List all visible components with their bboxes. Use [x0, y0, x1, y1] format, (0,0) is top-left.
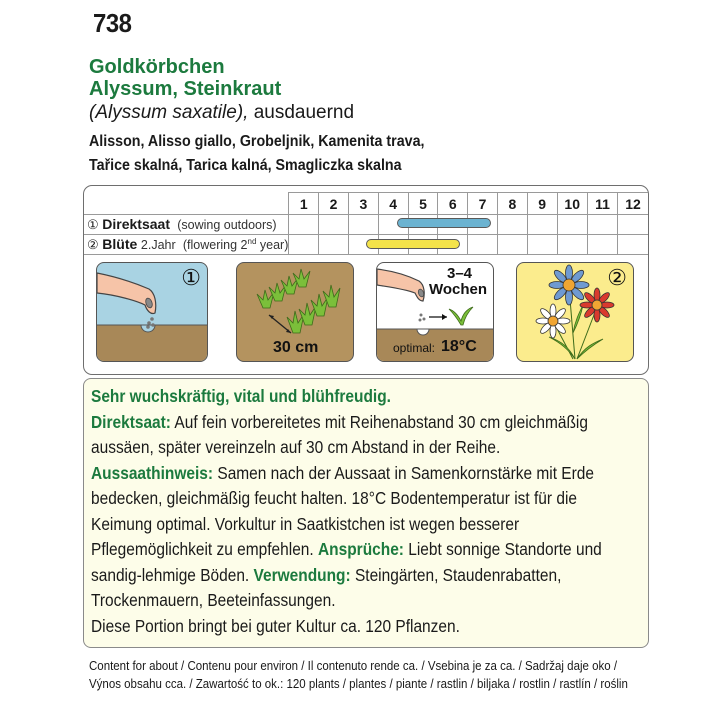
month-9: 9: [527, 193, 557, 215]
month-2: 2: [319, 193, 349, 215]
footer-line-2: Výnos obsahu cca. / Zawartość to ok.: 120 plants / plantes / piante / rastlin / biljaka / rostlin / rastlín / roślin: [89, 677, 628, 691]
content-footer: [89, 657, 628, 693]
step-1-badge-icon: ①: [181, 265, 201, 290]
germination-pictogram: [376, 262, 494, 362]
flowering-period-bar: [366, 239, 460, 249]
month-11: 11: [587, 193, 617, 215]
direktsaat-label: Direktsaat:: [91, 411, 171, 432]
ansprueche-text: Liebt sonnige Standorte und sandig-lehmige Böden.: [91, 539, 602, 585]
spacing-label: 30 cm: [273, 339, 319, 356]
row-label-sowing: [84, 215, 289, 235]
weeks-label: Wochen: [429, 281, 488, 298]
direktsaat-text: Auf fein vorbereitetes mit Reihenabstand 30 cm gleichmäßig aussäen, später vereinzeln auf 30 cm Abstand in der Reihe.: [91, 411, 588, 457]
row-translation-flowering: (flowering 2nd year): [182, 236, 289, 252]
row-label-flowering: [84, 235, 289, 255]
month-1: 1: [289, 193, 319, 215]
description-box: [83, 378, 649, 648]
month-6: 6: [438, 193, 468, 215]
calendar-row-sowing: [84, 215, 648, 235]
article-number: 738: [93, 8, 132, 38]
portion-text: Diese Portion bringt bei guter Kultur ca. 120 Pflanzen.: [91, 615, 460, 636]
aussaat-text: Samen nach der Aussaat in Samenkornstärke mit Erde bedecken, gleichmäßig feucht halten. 18°C Bodentemperatur ist für die Keimung optimal. Vorkultur in Saatkistchen ist wegen besserer Pflegemöglichkeit zu empfehlen.: [91, 462, 594, 559]
common-names-line2: Tařice skalná, Tarica kalná, Smagliczka skalna: [89, 157, 402, 174]
month-7: 7: [468, 193, 498, 215]
common-names-line1: Alisson, Alisso giallo, Grobeljnik, Kamenita trava,: [89, 133, 425, 150]
month-4: 4: [378, 193, 408, 215]
month-12: 12: [618, 193, 648, 215]
temp-label: optimal:: [393, 341, 436, 355]
aussaat-label: Aussaathinweis:: [91, 462, 214, 483]
flowering-pictogram: [516, 262, 634, 362]
sowing-pictogram: [96, 262, 208, 362]
headline: Sehr wuchskräftig, vital und blühfreudig.: [91, 386, 391, 406]
row-title-flowering: Blüte: [102, 236, 138, 252]
germination-weeks: [447, 265, 472, 282]
month-8: 8: [497, 193, 527, 215]
footer-line-1: Content for about / Contenu pour environ / Il contenuto rende ca. / Vsebina je za ca. / Sadržaj daje oko /: [89, 659, 618, 673]
latin-name-italic: (Alyssum saxatile),: [89, 102, 249, 123]
calendar-header-row: [84, 193, 648, 215]
product-subtitle: Alyssum, Steinkraut: [89, 78, 282, 100]
step-2-badge-icon: ②: [607, 265, 627, 290]
month-5: 5: [408, 193, 438, 215]
latin-suffix: ausdauernd: [248, 102, 355, 123]
verwendung-text: Steingärten, Staudenrabatten, Trockenmauern, Beeteinfassungen.: [91, 564, 562, 610]
weeks-range: 3–4: [447, 265, 473, 282]
row-translation-sowing: (sowing outdoors): [177, 218, 277, 232]
product-title: Goldkörbchen: [89, 56, 225, 78]
row-extra-flowering: 2.Jahr: [140, 238, 176, 252]
calendar-corner: [84, 193, 289, 215]
ansprueche-label: Ansprüche:: [318, 539, 404, 559]
latin-name: [89, 102, 354, 124]
description-text: [91, 384, 640, 639]
sowing-period-bar: [397, 218, 491, 228]
month-10: 10: [557, 193, 587, 215]
temp-value: 18°C: [441, 338, 477, 355]
marker-1-icon: ①: [87, 217, 99, 232]
month-3: 3: [348, 193, 378, 215]
spacing-pictogram: [236, 262, 354, 362]
verwendung-label: Verwendung:: [253, 564, 351, 585]
marker-2-icon: ②: [87, 237, 99, 252]
row-title-sowing: Direktsaat: [102, 216, 170, 232]
